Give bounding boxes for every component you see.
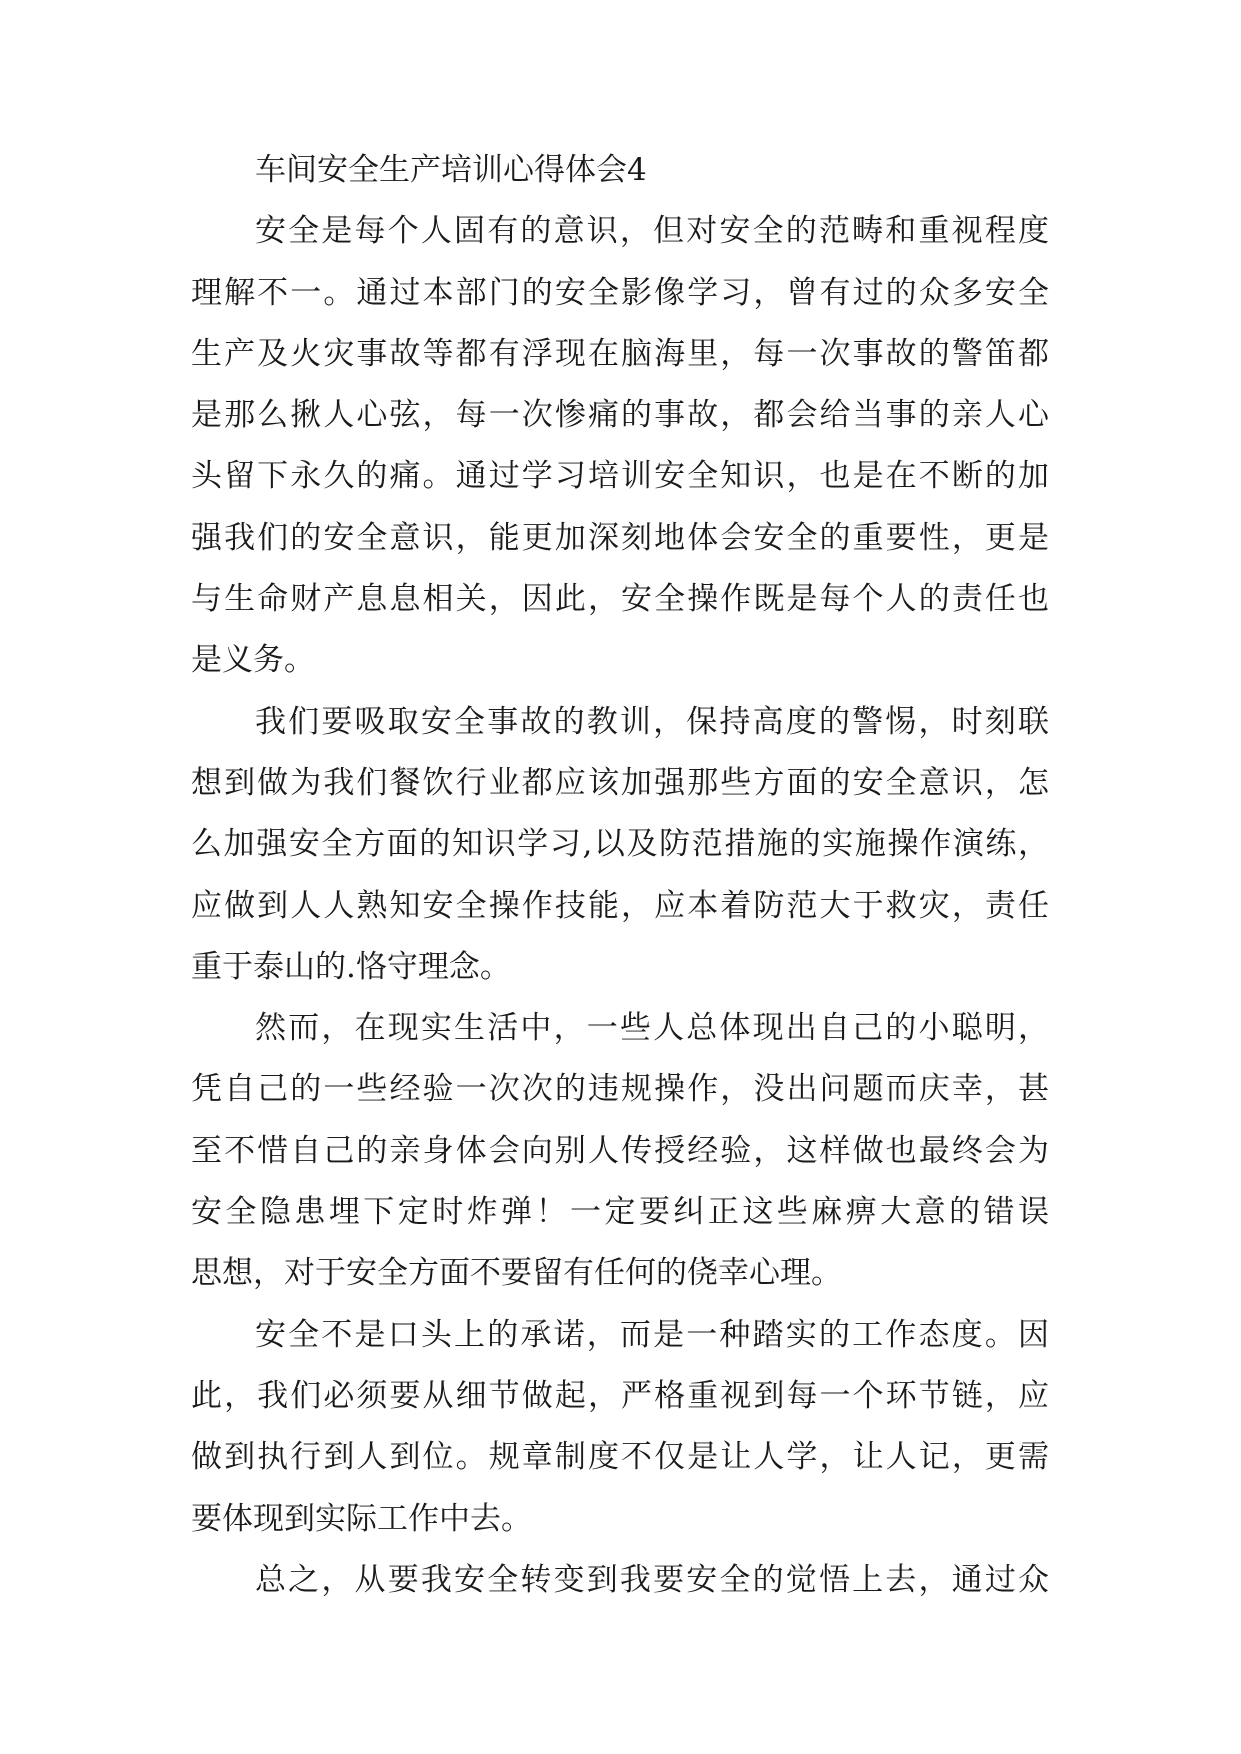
paragraph-3: [191, 998, 1049, 1304]
paragraph-line: 么加强安全方面的知识学习,以及防范措施的实施操作演练，: [191, 826, 1049, 863]
paragraph-line: 此，我们必须要从细节做起，严格重视到每一个环节链，应: [191, 1377, 1049, 1414]
paragraph-line: 至不惜自己的亲身体会向别人传授经验，这样做也最终会为: [191, 1132, 1049, 1169]
paragraph-line: 重于泰山的.恪守理念。: [191, 948, 511, 985]
paragraph-2: [191, 692, 1049, 998]
paragraph-line: 然而，在现实生活中，一些人总体现出自己的小聪明，: [255, 1010, 1049, 1047]
paragraph-5: [191, 1550, 1049, 1611]
paragraph-1: [191, 201, 1049, 691]
paragraph-line: 要体现到实际工作中去。: [191, 1500, 532, 1537]
document-body: [191, 140, 1049, 1611]
paragraph-line: 是那么揪人心弦，每一次惨痛的事故，都会给当事的亲人心: [191, 397, 1049, 434]
paragraph-line: 是义务。: [191, 642, 315, 679]
paragraph-line: 应做到人人熟知安全操作技能，应本着防范大于救灾，责任: [191, 887, 1049, 924]
paragraph-line: 我们要吸取安全事故的教训，保持高度的警惕，时刻联: [255, 703, 1049, 740]
paragraph-line: 做到执行到人到位。规章制度不仅是让人学，让人记，更需: [191, 1439, 1049, 1476]
document-title: 车间安全生产培训心得体会4: [255, 152, 647, 188]
paragraph-line: 思想，对于安全方面不要留有任何的侥幸心理。: [191, 1255, 842, 1292]
paragraph-line: 凭自己的一些经验一次次的违规操作，没出问题而庆幸，甚: [191, 1071, 1049, 1108]
paragraph-line: 头留下永久的痛。通过学习培训安全知识，也是在不断的加: [191, 458, 1049, 495]
paragraph-line: 想到做为我们餐饮行业都应该加强那些方面的安全意识，怎: [191, 764, 1049, 801]
paragraph-line: 与生命财产息息相关，因此，安全操作既是每个人的责任也: [191, 581, 1049, 618]
paragraph-line: 理解不一。通过本部门的安全影像学习，曾有过的众多安全: [191, 274, 1049, 311]
paragraph-line: 强我们的安全意识，能更加深刻地体会安全的重要性，更是: [191, 519, 1049, 556]
paragraph-line: 安全隐患埋下定时炸弹！一定要纠正这些麻痹大意的错误: [191, 1194, 1049, 1231]
paragraph-4: [191, 1305, 1049, 1550]
paragraph-line: 生产及火灾事故等都有浮现在脑海里，每一次事故的警笛都: [191, 335, 1049, 372]
paragraph-line: 安全是每个人固有的意识，但对安全的范畴和重视程度: [255, 213, 1049, 250]
paragraph-line: 安全不是口头上的承诺，而是一种踏实的工作态度。因: [255, 1316, 1049, 1353]
paragraph-line: 总之，从要我安全转变到我要安全的觉悟上去，通过众: [255, 1561, 1049, 1598]
